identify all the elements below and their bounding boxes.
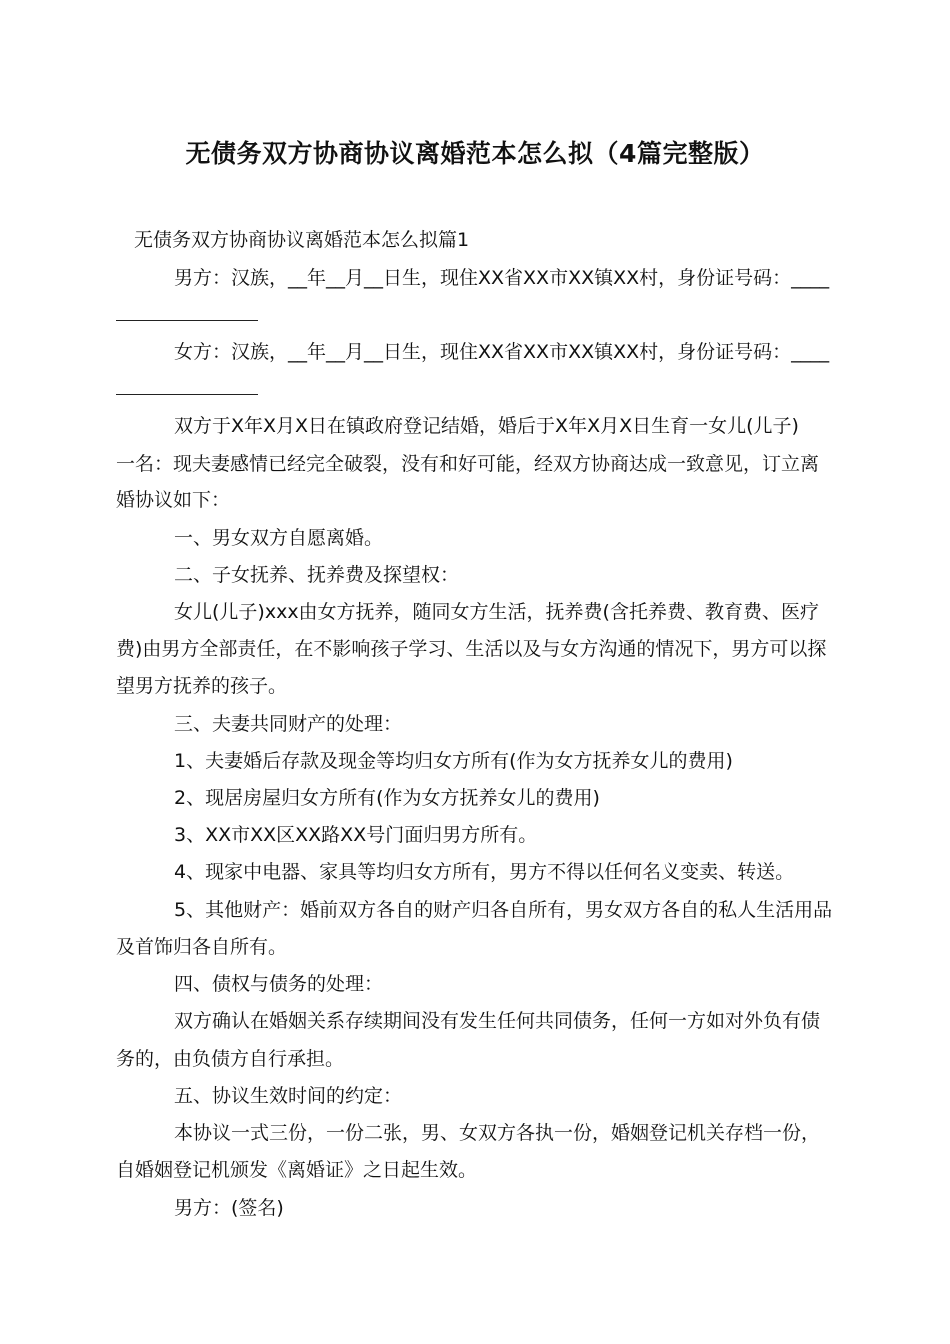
property-item: 3、XX市XX区XX路XX号门面归男方所有。 — [174, 824, 538, 846]
effect-paragraph-line: 自婚姻登记机颁发《离婚证》之日起生效。 — [116, 1159, 478, 1181]
property-item: 及首饰归各自所有。 — [116, 936, 288, 958]
id-number-underline — [116, 320, 258, 321]
clause-heading: 二、子女抚养、抚养费及探望权： — [174, 564, 460, 586]
property-item: 1、夫妻婚后存款及现金等均归女方所有(作为女方抚养女儿的费用) — [174, 750, 733, 772]
woman-info-line: 女方：汉族，__年__月__日生，现住XX省XX市XX镇XX村，身份证号码：____ — [174, 341, 830, 363]
signature-line: 男方：(签名) — [174, 1197, 284, 1219]
debt-paragraph-line: 双方确认在婚姻关系存续期间没有发生任何共同债务，任何一方如对外负有债 — [174, 1010, 821, 1032]
document-title: 无债务双方协商协议离婚范本怎么拟（4篇完整版） — [185, 139, 765, 168]
child-paragraph-line: 女儿(儿子)xxx由女方抚养，随同女方生活，抚养费(含托养费、教育费、医疗 — [174, 601, 819, 623]
section-heading: 无债务双方协商协议离婚范本怎么拟篇1 — [134, 229, 470, 251]
property-item: 5、其他财产：婚前双方各自的财产归各自所有，男女双方各自的私人生活用品 — [174, 899, 833, 921]
child-paragraph-line: 费)由男方全部责任，在不影响孩子学习、生活以及与女方沟通的情况下，男方可以探 — [116, 638, 827, 660]
property-item: 2、现居房屋归女方所有(作为女方抚养女儿的费用) — [174, 787, 600, 809]
clause-heading: 一、男女双方自愿离婚。 — [174, 527, 384, 549]
intro-paragraph-line: 婚协议如下： — [116, 489, 231, 511]
debt-paragraph-line: 务的，由负债方自行承担。 — [116, 1048, 345, 1070]
id-number-underline — [116, 394, 258, 395]
child-paragraph-line: 望男方抚养的孩子。 — [116, 675, 288, 697]
man-info-line: 男方：汉族，__年__月__日生，现住XX省XX市XX镇XX村，身份证号码：____ — [174, 267, 830, 289]
clause-heading: 五、协议生效时间的约定： — [174, 1085, 403, 1107]
property-item: 4、现家中电器、家具等均归女方所有，男方不得以任何名义变卖、转送。 — [174, 861, 795, 883]
clause-heading: 三、夫妻共同财产的处理： — [174, 713, 403, 735]
intro-paragraph-line: 一名：现夫妻感情已经完全破裂，没有和好可能，经双方协商达成一致意见，订立离 — [116, 453, 820, 475]
clause-heading: 四、债权与债务的处理： — [174, 973, 384, 995]
effect-paragraph-line: 本协议一式三份，一份二张，男、女双方各执一份，婚姻登记机关存档一份， — [174, 1122, 821, 1144]
intro-paragraph-line: 双方于X年X月X日在镇政府登记结婚，婚后于X年X月X日生育一女儿(儿子) — [174, 415, 799, 437]
